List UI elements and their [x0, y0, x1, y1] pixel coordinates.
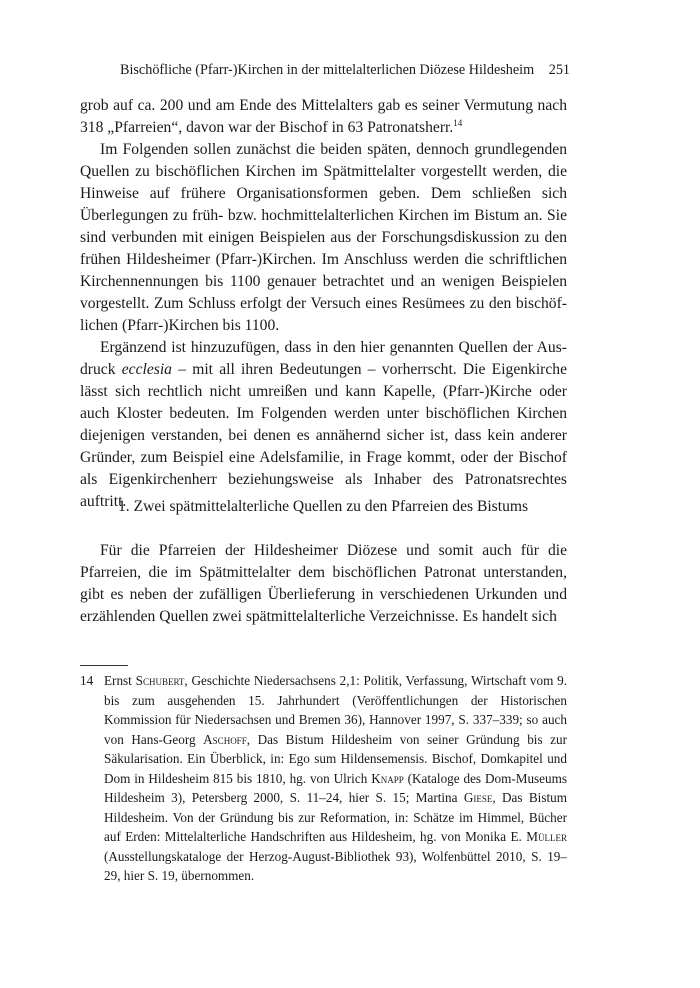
body-text — [80, 95, 567, 513]
paragraph-text: Ergänzend ist hinzuzufügen, dass in den hier genannten Quellen der Ausdruck — [80, 339, 567, 378]
footnote-segment: , Geschichte Niedersachsens 2,1: Politik, Verfassung, Wirtschaft vom 9. bis zum ausgehenden 15. Jahrhundert (Veröffentlichungen der Historischen Kommission für Niedersachsen und Bremen 36), Hannover 1997, S. 337–339; so auch von Hans-Georg — [104, 673, 567, 747]
footnote — [80, 671, 567, 886]
footnote-segment: Ernst — [104, 673, 136, 688]
footnote-reference: 14 — [453, 117, 463, 128]
author-name: Schubert — [135, 673, 185, 688]
author-name: Giese — [463, 790, 493, 805]
running-head-title: Bischöfliche (Pfarr-)Kirchen in der mittelalterlichen Diözese Hildesheim — [120, 62, 535, 78]
footnote-text — [104, 671, 567, 886]
paragraph-text: – mit all ihren Bedeutungen – vorherrscht. Die Eigenkirche lässt sich rechtlich nicht umreißen und kann Kapelle, (Pfarr-)Kirche oder auch Kloster bedeuten. Im Folgenden werden unter bischöflichen Kirchen diejenigen verstanden, bei denen es annähernd sicher ist, dass kein anderer Gründer, zum Beispiel eine Adelsfamilie, in Frage kommt, oder der Bischof als Eigenkirchenherr beziehungsweise als Inhaber des Patronatsrechtes auftritt. — [80, 361, 567, 510]
author-name: Müller — [526, 829, 567, 844]
footnote-segment: , Das Bistum Hildesheim von seiner Gründung bis zur Säkularisation. Ein Überblick, in: Ego sum Hildensemensis. Bischof, Domkapitel und Dom in Hildesheim 815 bis 1810, hg. von Ulrich — [104, 731, 568, 786]
running-head — [120, 62, 570, 79]
footnote-segment: (Ausstellungskataloge der Herzog-August-Bibliothek 93), Wolfenbüttel 2010, S. 19–29, hier S. 19, übernommen. — [104, 848, 567, 883]
paragraph-text: grob auf ca. 200 und am Ende des Mittelalters gab es seiner Vermutung nach 318 „Pfarreien“, davon war der Bischof in 63 Patronatsherr. — [80, 97, 567, 136]
page-number: 251 — [548, 62, 570, 78]
section-text — [80, 540, 567, 628]
footnote-divider — [80, 665, 128, 666]
footnote-segment: , Das Bistum Hildesheim. Von der Gründung bis zur Reformation, in: Schätze im Himmel, Bücher auf Erden: Mittelalterliche Handschriften aus Hildesheim, hg. von Monika E. — [104, 790, 567, 844]
author-name: Knapp — [371, 770, 404, 786]
footnote-number: 14 — [80, 673, 94, 688]
paragraph-sources: Für die Pfarreien der Hildesheimer Diözese und somit auch für die Pfarreien, die im Spätmittelalter dem bischöflichen Patronat unterstanden, gibt es neben der zufälligen Überlieferung in verschiedenen Urkunden und erzählenden Quellen zwei spätmittelalterliche Verzeichnisse. Es handelt sich — [80, 542, 567, 625]
section-heading: 1. Zwei spätmittelalterliche Quellen zu den Pfarreien des Bistums — [118, 498, 529, 515]
paragraph-continued — [80, 95, 567, 139]
term-ecclesia: ecclesia — [121, 361, 172, 378]
paragraph-terminology — [80, 337, 567, 513]
paragraph-overview: Im Folgenden sollen zunächst die beiden späten, dennoch grundlegenden Quellen zu bischöflichen Kirchen im Spätmittelalter vorgestellt werden, die Hinweise auf frühere Organisationsformen geben. Dem schließen sich Überlegungen zu früh- bzw. hochmittelalterlichen Kirchen im Bistum an. Sie sind verbunden mit einigen Beispielen aus der Forschungsdiskussion zu den frühen Hildesheimer (Pfarr-)Kirchen. Im Anschluss werden die schriftlichen Kirchennennungen bis 1100 genauer betrachtet und an wenigen Beispielen vorgestellt. Zum Schluss erfolgt der Versuch eines Resümees zu den bischöflichen (Pfarr-)Kirchen bis 1100. — [80, 141, 567, 334]
footnote-segment: (Kataloge des Dom-Museums Hildesheim 3), Petersberg 2000, S. 11–24, hier S. 15; Martina — [104, 770, 568, 805]
author-name: Aschoff — [203, 731, 247, 747]
